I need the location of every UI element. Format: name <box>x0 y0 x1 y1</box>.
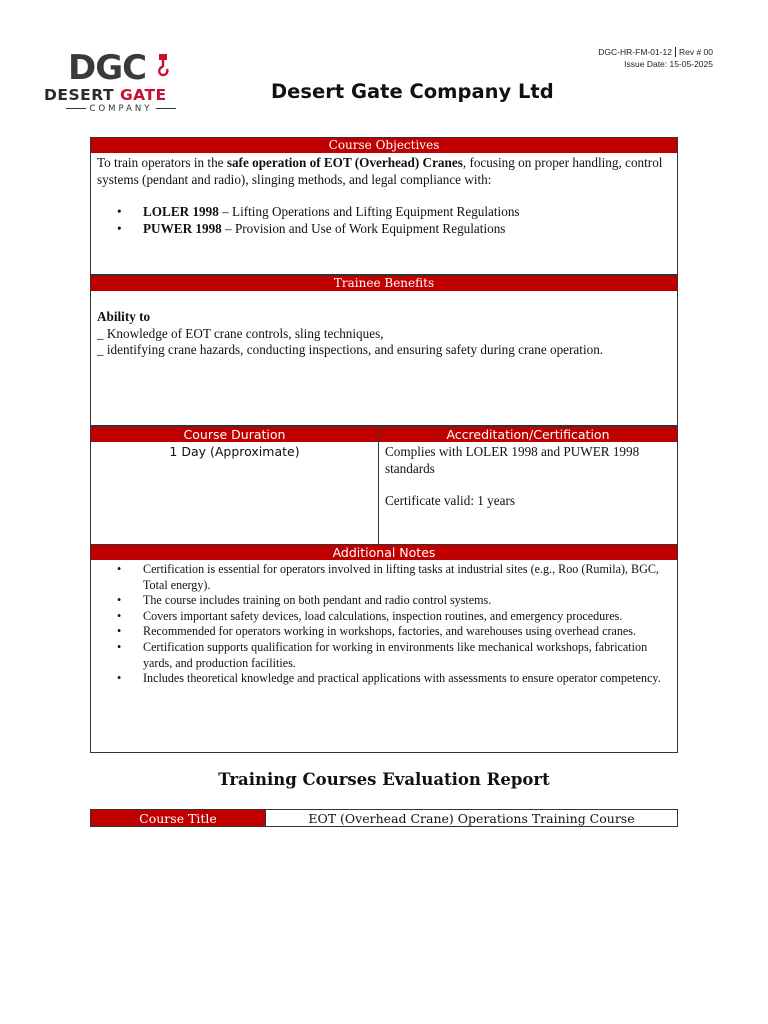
company-logo <box>38 50 238 122</box>
course-duration-value: 1 Day (Approximate) <box>169 444 300 459</box>
trainee-benefits-heading: Trainee Benefits <box>91 276 677 291</box>
additional-notes-body <box>91 560 677 687</box>
course-duration-heading: Course Duration <box>91 427 378 442</box>
course-objectives-heading: Course Objectives <box>91 138 677 153</box>
course-title-value: EOT (Overhead Crane) Operations Training Course <box>265 809 678 827</box>
doc-revision: Rev # 00 <box>678 47 713 57</box>
certificate-validity: Certificate valid: 1 years <box>385 493 515 508</box>
notes-list <box>97 562 671 687</box>
list-item: • PUWER 1998 – Provision and Use of Work Equipment Regulations <box>97 221 671 238</box>
evaluation-report-title: Training Courses Evaluation Report <box>218 770 550 789</box>
benefit-line: _ identifying crane hazards, conducting inspections, and ensuring safety during crane operation. <box>97 342 604 357</box>
list-item: • Recommended for operators working in workshops, factories, and warehouses using overhead cranes. <box>97 624 671 640</box>
regulations-list <box>97 204 671 237</box>
list-item: • The course includes training on both pendant and radio control systems. <box>97 593 671 609</box>
doc-code: DGC-HR-FM-01-12 <box>598 47 676 57</box>
list-item: • Certification is essential for operators involved in lifting tasks at industrial sites (e.g., Roo (Rumila), BGC, Total energy). <box>97 562 671 593</box>
list-item: • Certification supports qualification for working in environments like mechanical workshops, fabrication yards, and production facilities. <box>97 640 671 671</box>
objectives-intro: To train operators in the safe operation of EOT (Overhead) Cranes, focusing on proper handling, control systems (pendant and radio), slinging methods, and legal compliance with: <box>97 155 663 187</box>
additional-notes-section <box>90 544 678 753</box>
accreditation-section <box>378 426 678 545</box>
additional-notes-heading: Additional Notes <box>91 545 677 560</box>
list-item: • LOLER 1998 – Lifting Operations and Lifting Equipment Regulations <box>97 204 671 221</box>
trainee-benefits-body <box>91 291 677 361</box>
issue-date: Issue Date: 15-05-2025 <box>624 59 713 69</box>
course-title-label: Course Title <box>90 809 266 827</box>
benefits-lead: Ability to <box>97 309 151 324</box>
course-duration-section <box>90 426 379 545</box>
logo-wordmark: DESERT GATE <box>44 86 167 104</box>
document-reference <box>598 46 713 70</box>
course-objectives-section <box>90 137 678 275</box>
logo-mark: DGC <box>68 48 147 88</box>
list-item: • Covers important safety devices, load calculations, inspection routines, and emergency procedures. <box>97 609 671 625</box>
logo-tagline: COMPANY <box>46 104 196 114</box>
course-objectives-body <box>91 153 677 239</box>
trainee-benefits-section <box>90 275 678 426</box>
company-name: Desert Gate Company Ltd <box>271 80 554 103</box>
accreditation-compliance: Complies with LOLER 1998 and PUWER 1998 standards <box>385 444 640 476</box>
list-item: • Includes theoretical knowledge and practical applications with assessments to ensure operator competency. <box>97 671 671 687</box>
accreditation-body <box>379 442 677 512</box>
crane-hook-icon <box>156 54 170 78</box>
benefit-line: _ Knowledge of EOT crane controls, sling techniques, <box>97 325 384 341</box>
accreditation-heading: Accreditation/Certification <box>379 427 677 442</box>
